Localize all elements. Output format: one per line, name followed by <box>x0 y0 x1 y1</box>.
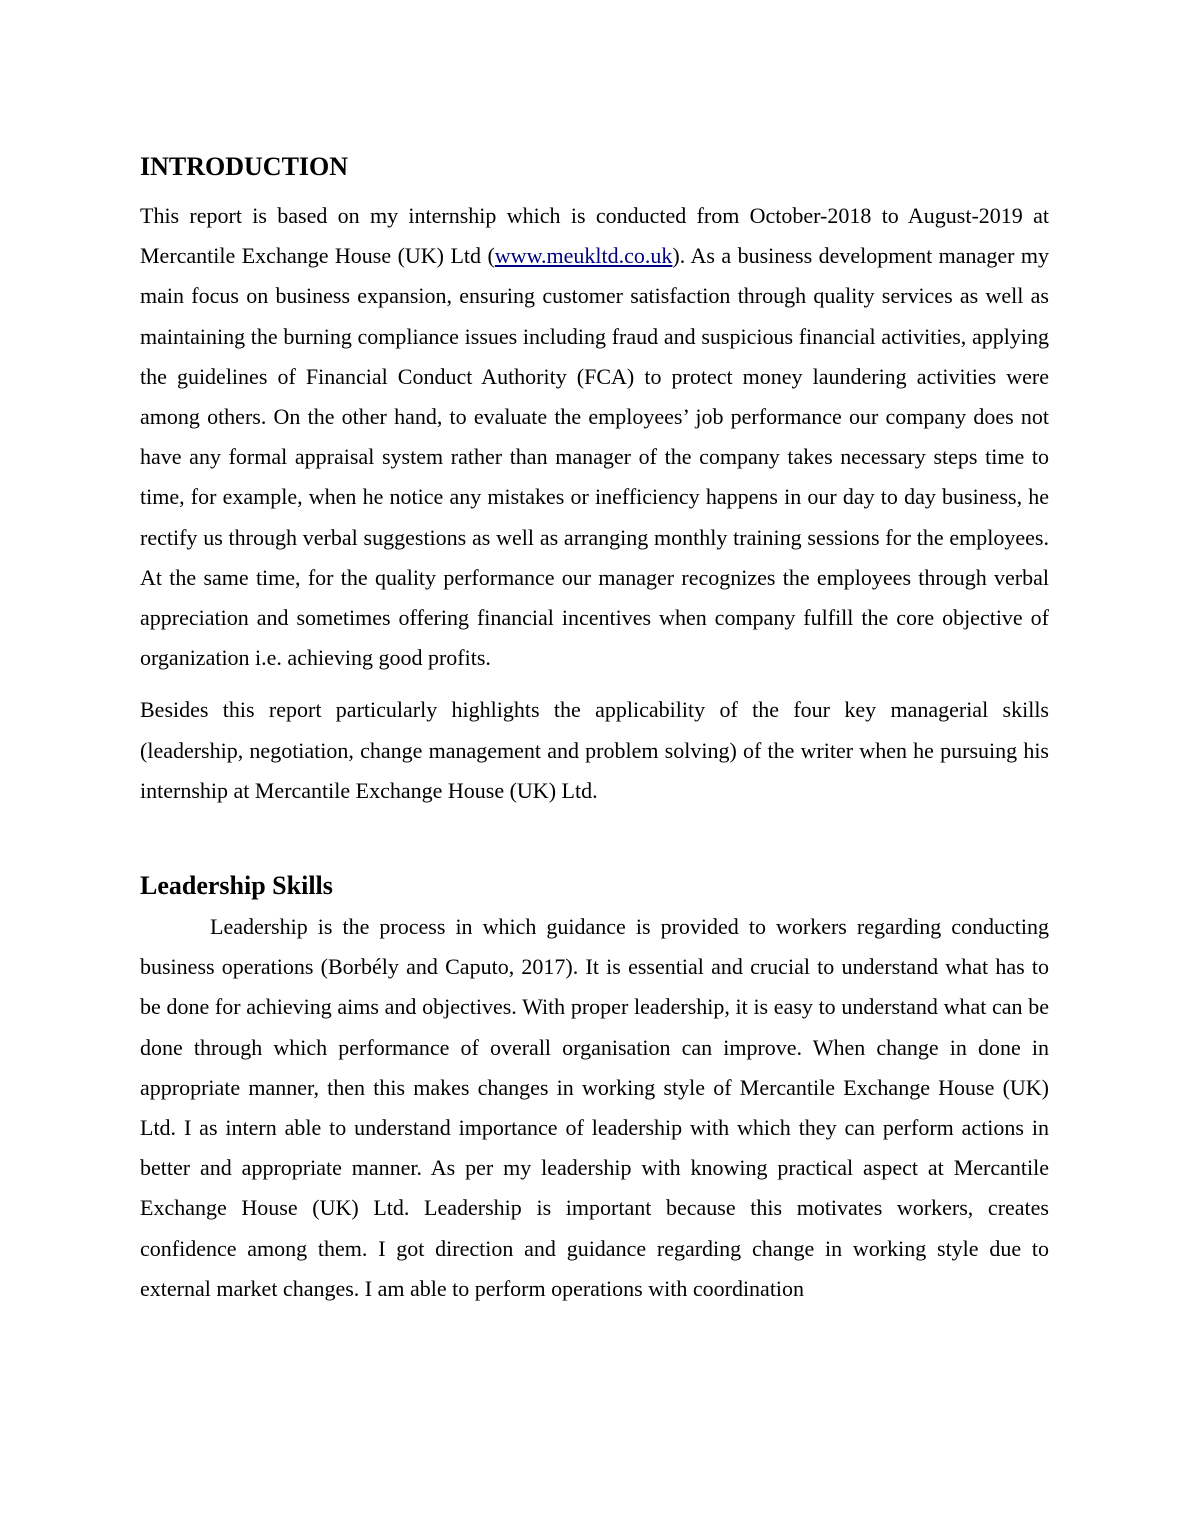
document-page <box>140 150 1049 1309</box>
introduction-text-before-link: This report is based on my internship which is conducted from October-2018 to August-2019 at Mercantile Exchange House (UK) Ltd ( <box>140 203 1049 269</box>
leadership-paragraph-1: Leadership is the process in which guidance is provided to workers regarding conducting business operations (Borbély and Caputo, 2017). It is essential and crucial to understand what has to be done for achieving aims and objectives. With proper leadership, it is easy to understand what can be done through which performance of overall organisation can improve. When change in done in appropriate manner, then this makes changes in working style of Mercantile Exchange House (UK) Ltd. I as intern able to understand importance of leadership with which they can perform actions in better and appropriate manner. As per my leadership with knowing practical aspect at Mercantile Exchange House (UK) Ltd. Leadership is important because this motivates workers, creates confidence among them. I got direction and guidance regarding change in working style due to external market changes. I am able to perform operations with coordination <box>140 914 1049 1301</box>
introduction-heading: INTRODUCTION <box>140 152 349 181</box>
leadership-heading: Leadership Skills <box>140 871 333 901</box>
introduction-paragraph-2: Besides this report particularly highlights the applicability of the four key managerial skills (leadership, negotiation, change management and problem solving) of the writer when he pursuing his internship at Mercantile Exchange House (UK) Ltd. <box>140 697 1049 803</box>
introduction-paragraph-1 <box>140 196 1049 678</box>
company-website-link[interactable]: www.meukltd.co.uk <box>494 243 673 269</box>
introduction-text-after-link: ). As a business development manager my main focus on business expansion, ensuring customer satisfaction through quality services as well as maintaining the burning compliance issues including fraud and suspicious financial activities, applying the guidelines of Financial Conduct Authority (FCA) to protect money laundering activities were among others. On the other hand, to evaluate the employees’ job performance our company does not have any formal appraisal system rather than manager of the company takes necessary steps time to time, for example, when he notice any mistakes or inefficiency happens in our day to day business, he rectify us through verbal suggestions as well as arranging monthly training sessions for the employees. At the same time, for the quality performance our manager recognizes the employees through verbal appreciation and sometimes offering financial incentives when company fulfill the core objective of organization i.e. achieving good profits. <box>140 243 1049 671</box>
